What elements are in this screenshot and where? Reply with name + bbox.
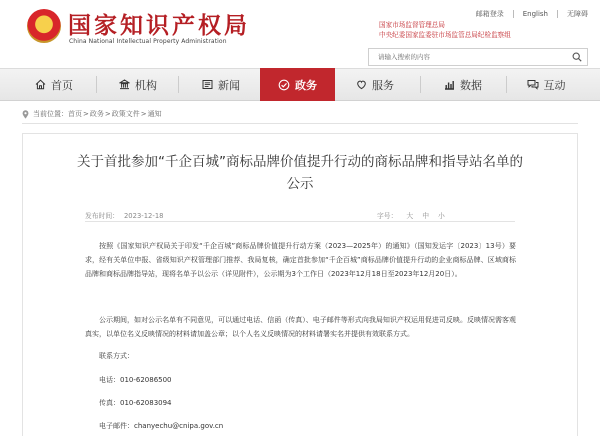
government-icon [278, 79, 290, 91]
nav-item-news[interactable] [188, 69, 254, 100]
breadcrumb-prefix: 当前位置： [33, 110, 68, 118]
location-pin-icon [22, 110, 29, 119]
breadcrumb-separator: > [83, 110, 89, 118]
site-title[interactable]: 国家知识产权局 [68, 13, 250, 39]
nav-label-interaction: 互动 [543, 78, 566, 92]
nav-divider [178, 76, 179, 93]
article-title-line2: 公示 [286, 176, 314, 192]
breadcrumb [22, 109, 162, 119]
article-paragraph-2: 公示期间，如对公示名单有不同意见，可以通过电话、信函（传真）、电子邮件等形式向我局知识产权运用促进司反映。反映情况需客观真实，以单位名义反映情况的材料请加盖公章；以个人名义反映情况的材料请署实名并提供有效联系方式。 [85, 316, 516, 338]
site-header [0, 0, 600, 68]
nav-divider [506, 76, 507, 93]
discipline-inspection-link[interactable]: 中央纪委国家监委驻市场监管总局纪检监察组 [379, 31, 511, 39]
main-nav [0, 68, 600, 101]
emblem-star-icon: ★ [39, 16, 49, 27]
nav-item-service[interactable] [342, 69, 408, 100]
divider [557, 10, 558, 18]
nav-item-institution[interactable] [106, 69, 170, 100]
nav-divider [96, 76, 97, 93]
nav-label-institution: 机构 [135, 78, 157, 92]
site-title-english: China National Intellectual Property Administration [69, 38, 227, 45]
contact-fax: 传真：010-62083094 [99, 399, 172, 407]
font-size-large[interactable]: 大 [406, 212, 414, 220]
contact-email[interactable]: 电子邮件：chanyechu@cnipa.gov.cn [99, 422, 224, 430]
service-icon [356, 79, 367, 90]
breadcrumb-policy-documents[interactable]: 政策文件 [111, 110, 140, 118]
divider [513, 10, 514, 18]
breadcrumb-notice[interactable]: 通知 [147, 110, 162, 118]
publish-date-label: 发布时间： [85, 212, 119, 220]
nav-label-government: 政务 [295, 78, 317, 92]
article-title [40, 151, 560, 195]
nav-label-home: 首页 [51, 78, 73, 92]
font-size-small[interactable]: 小 [437, 212, 445, 220]
mail-login-link[interactable]: 邮箱登录 [475, 10, 504, 18]
english-link[interactable]: English [522, 10, 548, 18]
nav-item-data[interactable] [430, 69, 496, 100]
search-box [368, 48, 588, 66]
national-emblem-logo[interactable] [27, 9, 61, 43]
publish-date-value: 2023-12-18 [123, 212, 164, 220]
party-links [379, 20, 511, 40]
nav-label-service: 服务 [372, 78, 394, 92]
contact-phone: 电话：010-62086500 [99, 376, 172, 384]
nav-item-interaction[interactable] [514, 69, 578, 100]
search-button[interactable] [567, 49, 587, 65]
samr-link[interactable]: 国家市场监督管理总局 [379, 21, 445, 29]
search-icon [572, 52, 582, 62]
nav-label-news: 新闻 [218, 78, 240, 92]
nav-label-data: 数据 [460, 78, 482, 92]
contact-title: 联系方式： [99, 352, 134, 360]
font-size-label: 字号： [377, 212, 398, 220]
data-icon [444, 79, 455, 90]
breadcrumb-separator: > [140, 110, 147, 118]
publish-date [85, 210, 164, 220]
nav-item-home[interactable] [22, 69, 86, 100]
breadcrumb-home[interactable]: 首页 [68, 110, 82, 118]
breadcrumb-divider [22, 123, 578, 124]
accessibility-link[interactable]: 无障碍 [567, 10, 588, 18]
news-icon [202, 79, 213, 90]
home-icon [35, 79, 46, 90]
interaction-icon [527, 79, 539, 90]
article-title-line1: 关于首批参加“千企百城”商标品牌价值提升行动的商标品牌和指导站名单的 [77, 154, 523, 170]
institution-icon [119, 79, 130, 90]
nav-divider [420, 76, 421, 93]
top-links [476, 9, 588, 19]
font-size-medium[interactable]: 中 [422, 212, 429, 220]
font-size-switcher [377, 210, 445, 220]
article-paragraph-1: 按照《国家知识产权局关于印发“千企百城”商标品牌价值提升行动方案（2023—2025年）的通知》（国知发运字〔2023〕13号）要求，经有关单位申报、省级知识产权管理部门推荐、我局复核，确定首批参加“千企百城”商标品牌价值提升行动的企业商标品牌、区域商标品牌和商标品牌指导站，现将名单予以公示（详见附件），公示期为3个工作日（2023年12月18日至2023年12月20日）。 [85, 242, 516, 278]
breadcrumb-government[interactable]: 政务 [89, 110, 104, 118]
meta-divider [85, 221, 515, 222]
nav-item-government[interactable] [260, 68, 335, 101]
search-input[interactable] [369, 49, 568, 65]
breadcrumb-separator: > [104, 110, 111, 118]
